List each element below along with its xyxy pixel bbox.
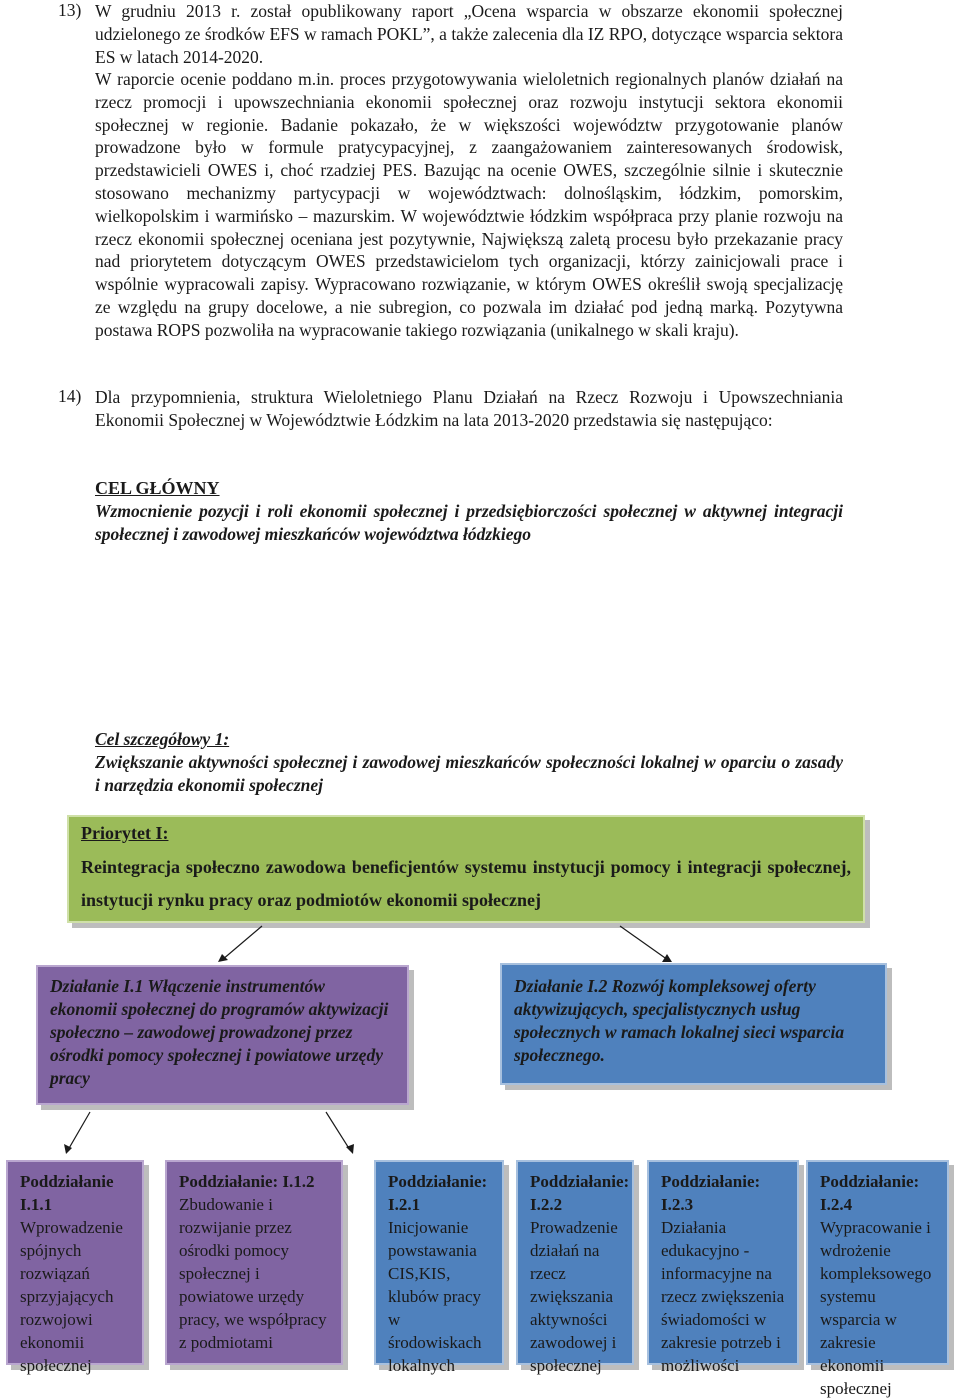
subaction-i22-box [516, 1160, 634, 1375]
action-i1-text: Działanie I.1 Włączenie instrumentów ekonomii społecznej do programów aktywizacji społeczno – zawodowej prowadzonej przez ośrodki pomocy społecznej i powiatowe urzędy pracy [50, 976, 389, 1088]
subaction-i23-box [647, 1160, 799, 1375]
item-13-body: W raporcie ocenie poddano m.in. proces przygotowywania wieloletnich regionalnych planów działań na rzecz promocji i upowszechniania ekonomii społecznej oraz rozwoju instytucji sektora ekonomii społecznej w regionie. Badanie pokazało, że w większości województw przygotowanie planów prowadzone było w formule pratycypacyjnej, z zaangażowaniem zainteresowanych środowisk, przedstawicieli OWES i, choć rzadziej PES. Bazując na ocenie OWES, szczególnie silnie i skutecznie stosowano mechanizmy partycypacji w województwach: dolnośląskim, łódzkim, pomorskim, wielkopolskim i warmińsko – mazurskim. W województwie łódzkim współpraca przy planie rozwoju na rzecz ekonomii społecznej oceniana jest pozytywnie, Największą zaletą procesu było przekazanie pracy nad priorytetem dotyczącym OWES przedstawicielom tych organizacji, którzy zainicjowali prace i wspólnie wypracowali zapisy. Wypracowano rozwiązanie, w którym OWES określił swoją specjalizację ze względu na grupy docelowe, a nie subregion, co pozwala im działać pod jedną marką. Pozytywna postawa ROPS pozwoliła na wypracowanie takiego rozwiązania (unikalnego w skali kraju). [95, 69, 843, 340]
priority-heading: Priorytet I: [81, 823, 169, 843]
subaction-i24-box [806, 1160, 949, 1398]
subaction-i24-text: Wypracowanie i wdrożenie kompleksowego systemu wsparcia w zakresie ekonomii społecznej [820, 1218, 932, 1398]
subaction-i11-text: Wprowadzenie spójnych rozwiązań sprzyjających rozwojowi ekonomii społecznej [20, 1218, 123, 1375]
item-13-intro: W grudniu 2013 r. został opublikowany raport „Ocena wsparcia w obszarze ekonomii społecznej udzielonego ze środków EFS w ramach POKL”, a także zalecenia dla IZ RPO, dotyczące wsparcia sektora ES w latach 2014-2020. [95, 1, 843, 67]
subaction-i22-text: Prowadzenie działań na rzecz zwiększania aktywności zawodowej i społecznej [530, 1218, 618, 1375]
action-i2-box [500, 963, 887, 1085]
main-goal-text: Wzmocnienie pozycji i roli ekonomii społecznej i przedsiębiorczości społecznej w aktywnej integracji społecznej i zawodowej mieszkańców województwa łódzkiego [95, 501, 843, 544]
item-13-number: 13) [58, 0, 82, 20]
specific-goal-text: Zwiększanie aktywności społecznej i zawodowej mieszkańców społeczności lokalnej w oparciu o zasady i narzędzia ekonomii społecznej [95, 752, 843, 795]
item-14-number: 14) [58, 386, 82, 406]
specific-goal-heading: Cel szczegółowy 1: [95, 729, 230, 749]
subaction-i12-text: Zbudowanie i rozwijanie przez ośrodki pomocy społecznej i powiatowe urzędy pracy, we współpracy z podmiotami [179, 1195, 327, 1352]
subaction-i22-head: Poddziałanie: I.2.2 [530, 1172, 630, 1214]
priority-text: Reintegracja społeczno zawodowa beneficjentów systemu instytucji pomocy i integracji społecznej, instytucji rynku pracy oraz podmiotów ekonomii społecznej [81, 857, 851, 910]
subaction-i11-head: Poddziałanie I.1.1 [20, 1172, 114, 1214]
subaction-i21-text: Inicjowanie powstawania CIS,KIS, klubów pracy w środowiskach lokalnych [388, 1218, 482, 1375]
subaction-i12-box [165, 1160, 343, 1365]
action-i2-text: Działanie I.2 Rozwój kompleksowej oferty aktywizujących, specjalistycznych usług społecznych w ramach lokalnej sieci wsparcia społecznego. [514, 976, 845, 1065]
subaction-i11-box [6, 1160, 144, 1375]
subaction-i21-box [374, 1160, 504, 1375]
item-14-text: Dla przypomnienia, struktura Wieloletniego Planu Działań na Rzecz Rozwoju i Upowszechniania Ekonomii Społecznej w Województwie Łódzkim na lata 2013-2020 przedstawia się następująco: [95, 387, 843, 430]
main-goal-heading: CEL GŁÓWNY [95, 478, 220, 498]
priority-box [67, 815, 865, 923]
action-i1-box [36, 965, 409, 1105]
subaction-i24-head: Poddziałanie: I.2.4 [820, 1172, 920, 1214]
subaction-i21-head: Poddziałanie: I.2.1 [388, 1172, 488, 1214]
subaction-i23-head: Poddziałanie: I.2.3 [661, 1172, 761, 1214]
subaction-i23-text: Działania edukacyjno - informacyjne na rzecz zwiększenia świadomości w zakresie potrzeb i możliwości [661, 1218, 785, 1375]
subaction-i12-head: Poddziałanie: I.1.2 [179, 1172, 315, 1191]
